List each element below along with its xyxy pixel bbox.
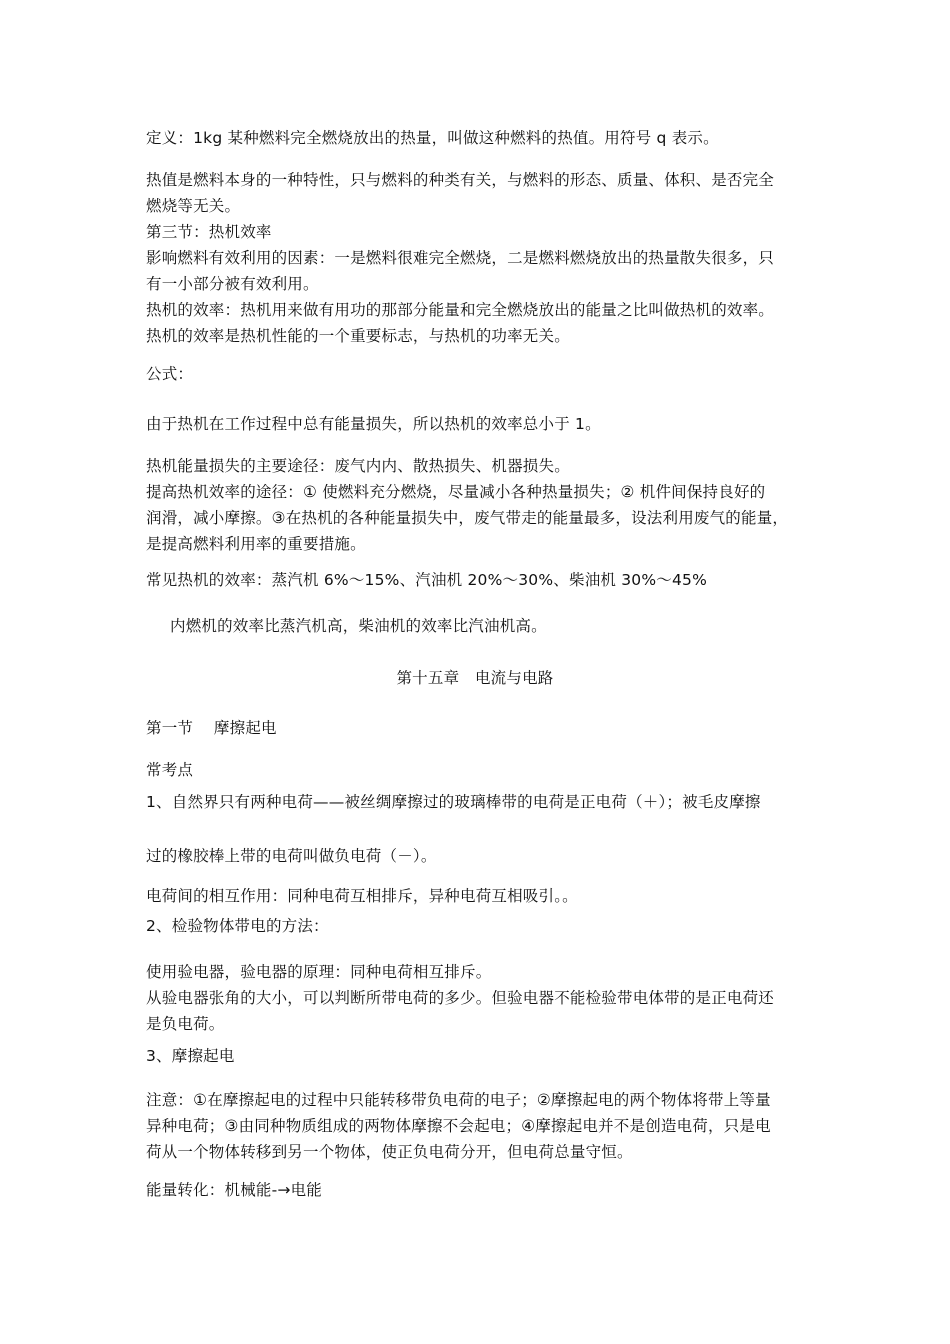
- key-points-heading: 常考点: [146, 761, 194, 779]
- electroscope-line-2a: 从验电器张角的大小，可以判断所带电荷的多少。但验电器不能检验带电体带的是正电荷还: [146, 989, 775, 1007]
- heat-value-line-2: 燃烧等无关。: [146, 197, 241, 215]
- section-3-title: 第三节：热机效率: [146, 223, 272, 241]
- improve-line-2: 润滑，减小摩擦。③在热机的各种能量损失中，废气带走的能量最多，设法利用废气的能量，: [146, 509, 789, 527]
- factors-line-1: 影响燃料有效利用的因素：一是燃料很难完全燃烧，二是燃料燃烧放出的热量散失很多，只: [146, 249, 775, 267]
- chapter-title: 第十五章 电流与电路: [396, 669, 554, 687]
- note-line-1: 注意：①在摩擦起电的过程中只能转移带负电荷的电子；②摩擦起电的两个物体将带上等量: [146, 1091, 771, 1109]
- section-1-title: 第一节 摩擦起电: [146, 719, 277, 737]
- electroscope-line-2b: 是负电荷。: [146, 1015, 225, 1033]
- loss-ways-line: 热机能量损失的主要途径：废气内内、散热损失、机器损失。: [146, 457, 570, 475]
- less-than-one-line: 由于热机在工作过程中总有能量损失，所以热机的效率总小于 1。: [146, 415, 601, 433]
- factors-line-2: 有一小部分被有效利用。: [146, 275, 319, 293]
- efficiency-definition: 热机的效率：热机用来做有用功的那部分能量和完全燃烧放出的能量之比叫做热机的效率。: [146, 301, 775, 319]
- key-point-3: 3、摩擦起电: [146, 1047, 235, 1065]
- electroscope-line: 使用验电器，验电器的原理：同种电荷相互排斥。: [146, 963, 492, 981]
- key-point-1-line-a: 1、自然界只有两种电荷——被丝绸摩擦过的玻璃棒带的电荷是正电荷（＋）；被毛皮摩擦: [146, 793, 761, 811]
- definition-line: 定义：1kg 某种燃料完全燃烧放出的热量，叫做这种燃料的热值。用符号 q 表示。: [146, 129, 719, 147]
- improve-line-3: 是提高燃料利用率的重要措施。: [146, 535, 366, 553]
- key-point-2: 2、检验物体带电的方法：: [146, 917, 329, 935]
- formula-label: 公式：: [146, 365, 194, 383]
- efficiency-sign: 热机的效率是热机性能的一个重要标志，与热机的功率无关。: [146, 327, 570, 345]
- note-line-3: 荷从一个物体转移到另一个物体，使正负电荷分开，但电荷总量守恒。: [146, 1143, 633, 1161]
- heat-value-line-1: 热值是燃料本身的一种特性，只与燃料的种类有关，与燃料的形态、质量、体积、是否完全: [146, 171, 775, 189]
- common-efficiency-line: 常见热机的效率：蒸汽机 6%～15%、汽油机 20%～30%、柴油机 30%～45%: [146, 571, 708, 589]
- energy-conversion-line: 能量转化：机械能-→电能: [146, 1181, 322, 1199]
- improve-line-1: 提高热机效率的途径：① 使燃料充分燃烧，尽量减小各种热量损失；② 机件间保持良好的: [146, 483, 766, 501]
- note-line-2: 异种电荷；③由同种物质组成的两物体摩擦不会起电；④摩擦起电并不是创造电荷，只是电: [146, 1117, 771, 1135]
- key-point-1-line-b: 过的橡胶棒上带的电荷叫做负电荷（－）。: [146, 847, 437, 865]
- compare-line: 内燃机的效率比蒸汽机高，柴油机的效率比汽油机高。: [170, 617, 547, 635]
- interaction-line: 电荷间的相互作用：同种电荷互相排斥，异种电荷互相吸引。。: [146, 887, 578, 905]
